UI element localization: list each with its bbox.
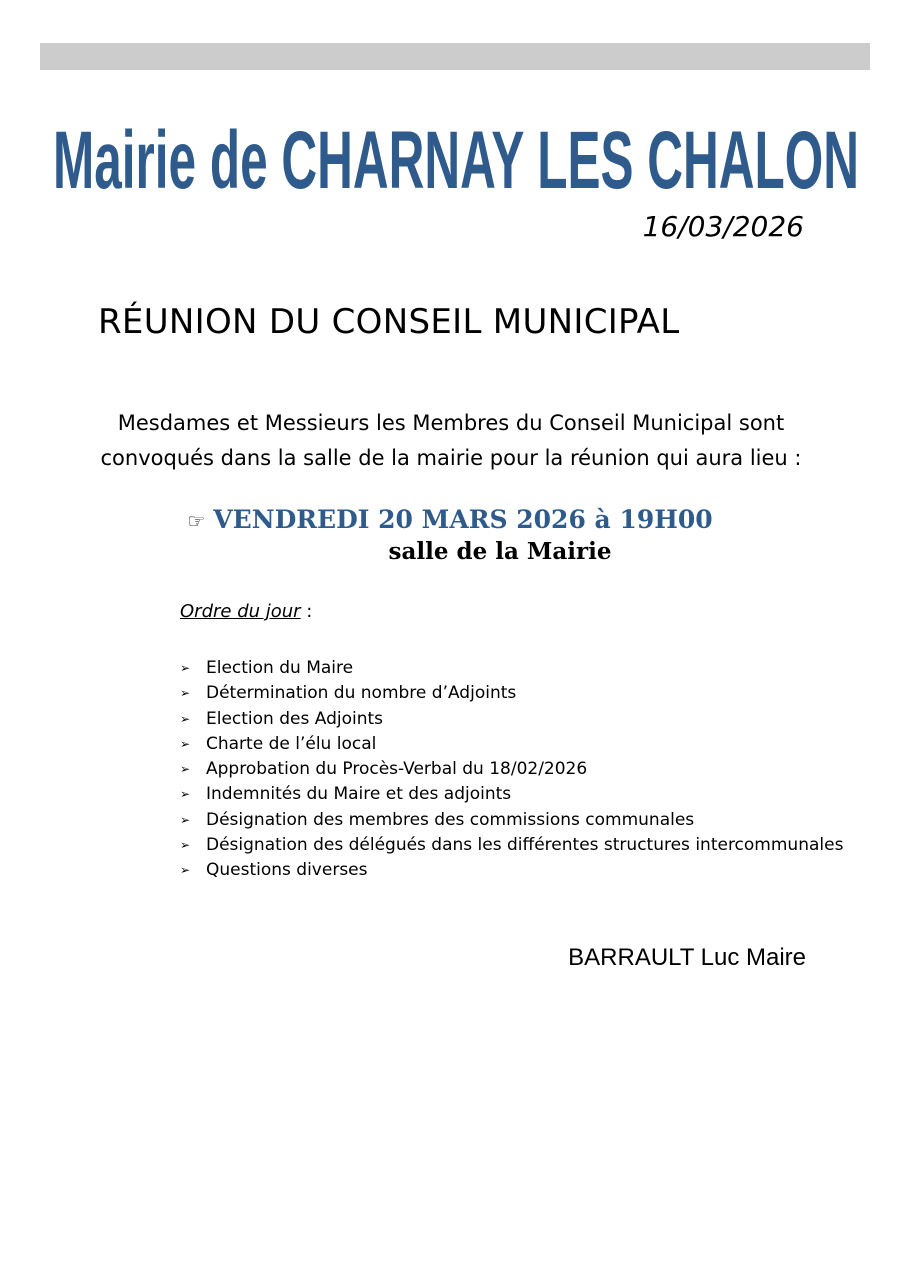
agenda-item: [180, 782, 843, 807]
convocation-line-1: Mesdames et Messieurs les Membres du Conseil Municipal sont: [117, 411, 785, 435]
pointing-hand-icon: ☞: [187, 509, 206, 533]
agenda-item-text: Election du Maire: [206, 658, 354, 678]
convocation-text: [60, 406, 842, 476]
agenda-item-text: Indemnités du Maire et des adjoints: [206, 784, 512, 805]
convocation-line-2: convoqués dans la salle de la mairie pour la réunion qui aura lieu :: [100, 446, 802, 470]
mayor-signature: BARRAULT Luc Maire: [568, 944, 806, 971]
agenda-item: [180, 808, 843, 833]
agenda-item: [180, 681, 843, 706]
mairie-title-wordart: [50, 88, 862, 208]
agenda-item-text: Election des Adjoints: [206, 708, 384, 729]
agenda-item: [180, 833, 843, 858]
agenda-label-separator: :: [300, 601, 313, 622]
arrowhead-bullet-icon: ➢: [180, 762, 191, 777]
agenda-list: [180, 656, 843, 884]
mairie-title-text: Mairie de CHARNAY LES CHALON: [53, 115, 860, 206]
agenda-item-text: Désignation des délégués dans les différentes structures intercommunales: [206, 835, 844, 856]
arrowhead-bullet-icon: ➢: [180, 863, 191, 878]
meeting-date: VENDREDI 20 MARS 2026 à 19H00: [213, 505, 713, 534]
arrowhead-bullet-icon: ➢: [180, 661, 191, 675]
arrowhead-bullet-icon: ➢: [180, 812, 191, 827]
meeting-place: salle de la Mairie: [388, 538, 612, 565]
document-date: 16/03/2026: [642, 210, 804, 243]
agenda-item-text: Questions diverses: [206, 860, 368, 881]
arrowhead-bullet-icon: ➢: [180, 787, 191, 802]
agenda-item: [180, 757, 843, 782]
arrowhead-bullet-icon: ➢: [180, 838, 191, 853]
agenda-item-text: Charte de l’élu local: [206, 733, 377, 754]
agenda-item: [180, 732, 843, 757]
arrowhead-bullet-icon: ➢: [180, 711, 191, 726]
meeting-date-line: [0, 505, 900, 534]
agenda-item: [180, 707, 843, 732]
meeting-heading: RÉUNION DU CONSEIL MUNICIPAL: [98, 302, 680, 342]
header-bar: [40, 43, 870, 70]
agenda-label: [180, 601, 312, 622]
agenda-label-text: Ordre du jour: [180, 601, 301, 622]
agenda-item-text: Détermination du nombre d’Adjoints: [206, 683, 517, 704]
arrowhead-bullet-icon: ➢: [180, 736, 191, 751]
arrowhead-bullet-icon: ➢: [180, 686, 191, 701]
agenda-item-text: Approbation du Procès-Verbal du 18/02/2026: [206, 759, 588, 780]
agenda-item-text: Désignation des membres des commissions communales: [206, 809, 695, 830]
agenda-item: [180, 656, 843, 681]
agenda-item: [180, 858, 843, 883]
mairie-title: [50, 88, 862, 208]
